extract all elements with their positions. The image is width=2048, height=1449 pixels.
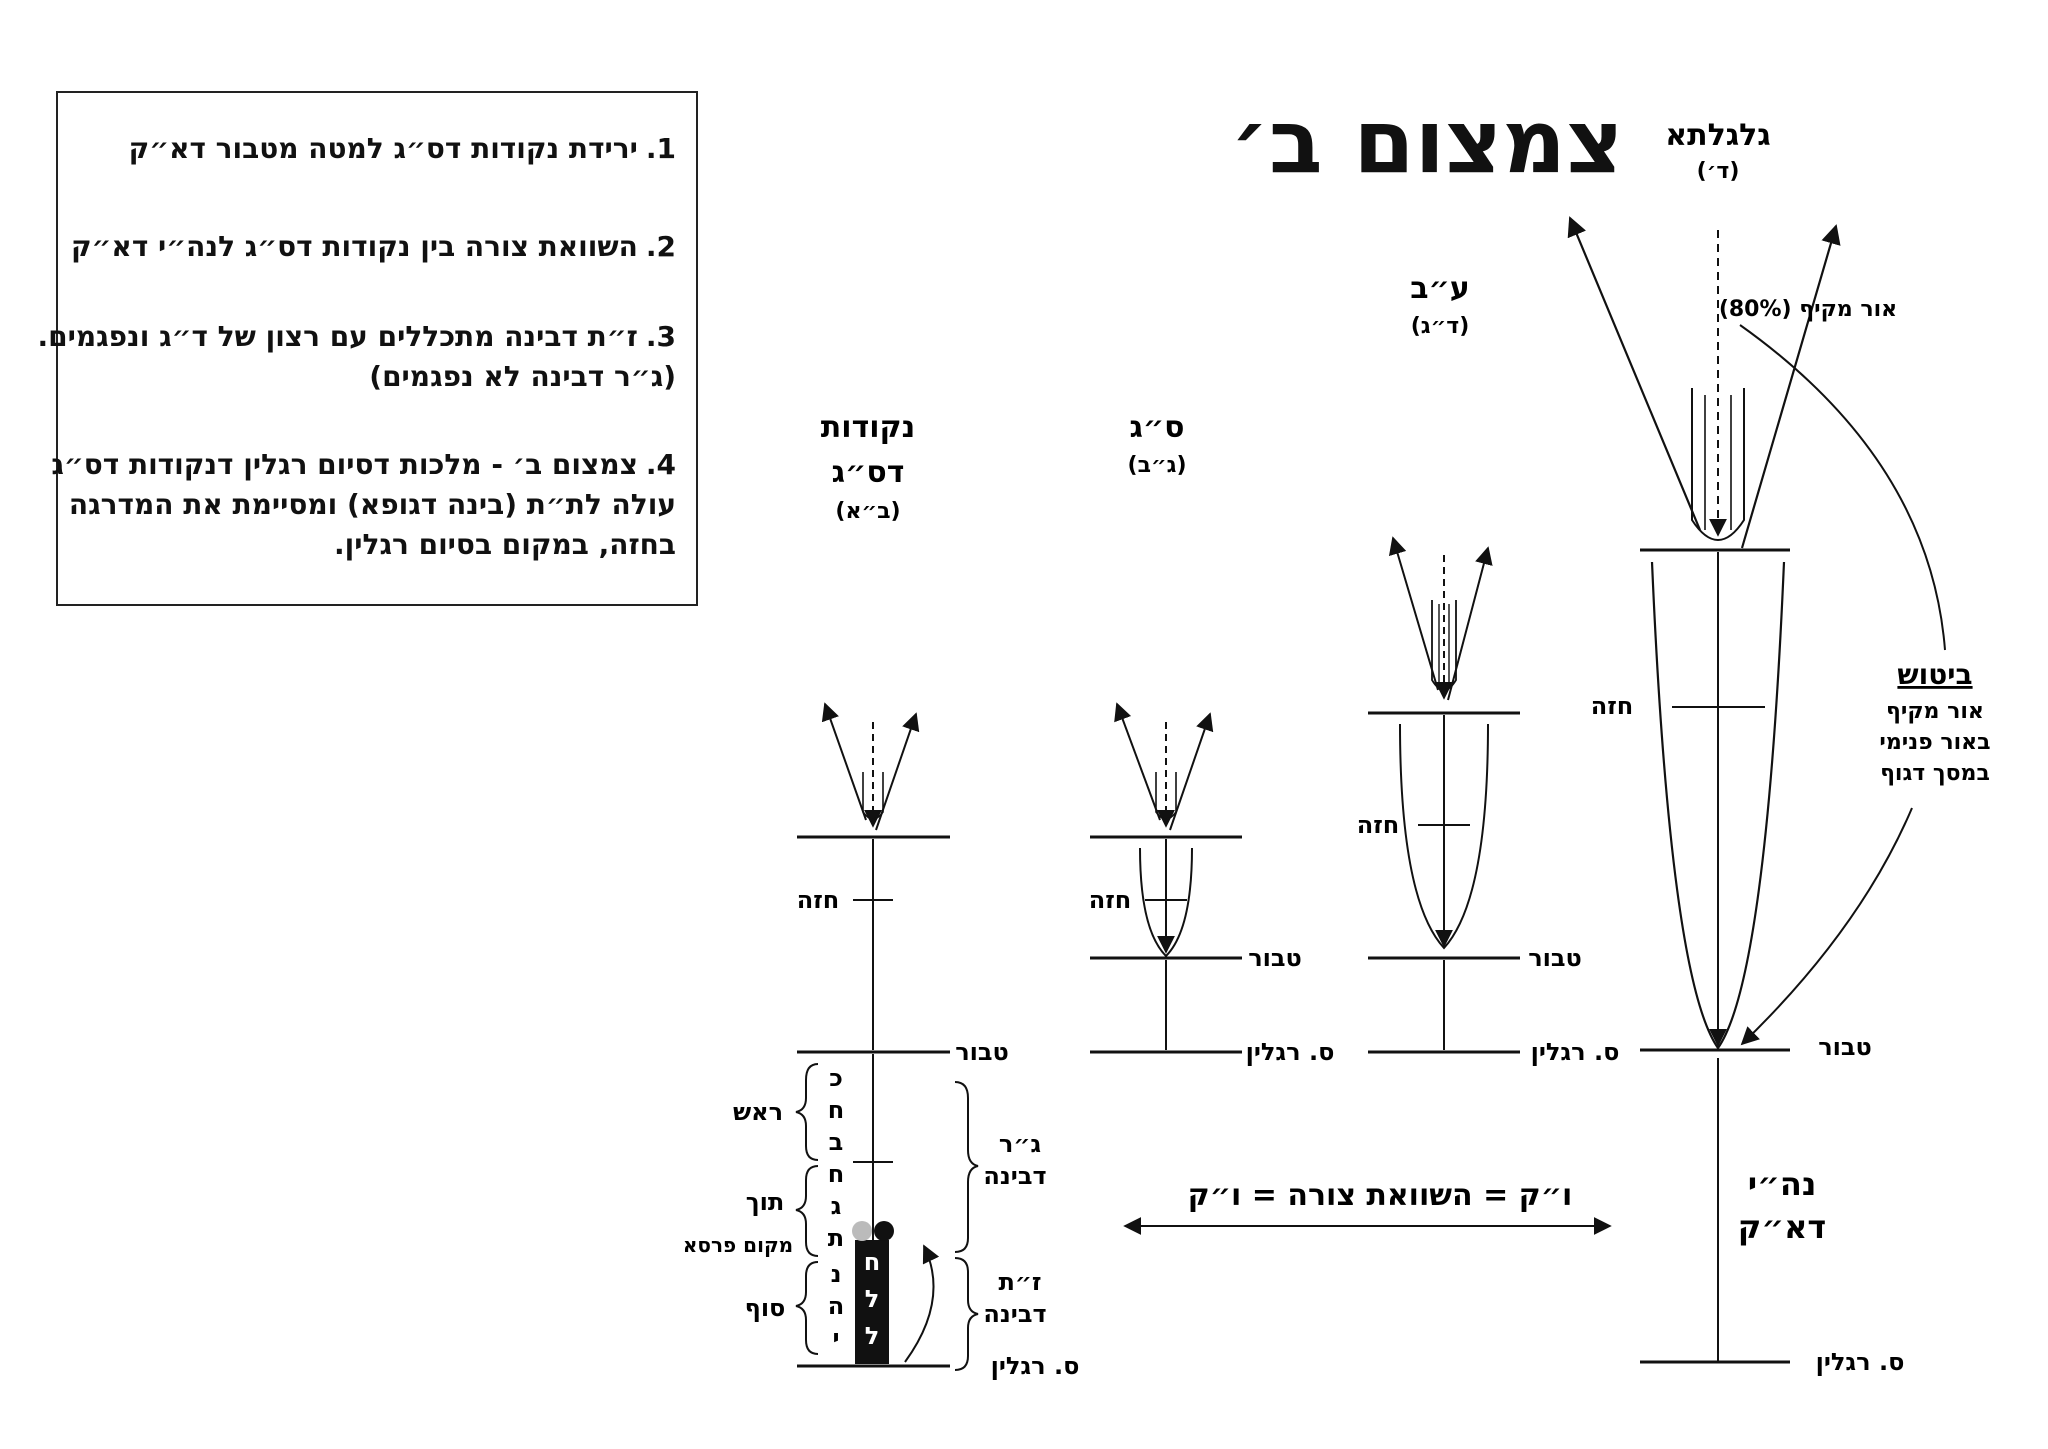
chalal-letter-1: ח — [863, 1248, 881, 1276]
nekudot-name-1: נקודות — [820, 410, 916, 445]
gar-label-1: ג״ר — [998, 1130, 1042, 1158]
notes-box — [37, 91, 698, 606]
note-4-cont-2 — [334, 525, 676, 565]
nekudot-column — [683, 410, 1080, 1380]
sag-chaze-label: חזה — [1088, 886, 1132, 914]
sag-sium-label: ס. רגלין — [1245, 1038, 1335, 1066]
bitush-curve-upper — [1740, 325, 1945, 650]
sag-or-makif-left-arrow — [1117, 704, 1160, 820]
equal-vak-label: ו״ק = השוואת צורה = ו״ק — [1187, 1178, 1573, 1213]
bitush-line-1: אור מקיף — [1886, 699, 1984, 724]
ab-column — [1357, 271, 1620, 1066]
ab-or-makif-right-ray — [1448, 548, 1488, 700]
sefira-letter: נ — [830, 1260, 842, 1288]
zat-label-2: דבינה — [983, 1300, 1047, 1328]
rosh-label: ראש — [732, 1098, 784, 1126]
bitush-line-3: במסך דגוף — [1880, 761, 1990, 786]
galgalta-sium-label: ס. רגלין — [1815, 1348, 1905, 1376]
nekudot-or-makif-left-arrow — [825, 704, 866, 820]
note-3-number: 3. — [645, 320, 676, 353]
sefira-letter: ב — [828, 1128, 844, 1156]
sefira-letter: ת — [827, 1224, 845, 1252]
galgalta-or-makif-right-ray — [1742, 226, 1836, 548]
note-3 — [37, 317, 676, 357]
note-4-cont-1 — [69, 485, 676, 525]
sof-label: סוף — [744, 1294, 786, 1322]
ab-tabur-label: טבור — [1528, 944, 1582, 972]
galgalta-tabur-label: טבור — [1818, 1033, 1872, 1061]
note-4-line-2: עולה לת״ת (בינה דגופא) ומסיימת את המדרגה — [68, 488, 676, 521]
galgalta-column — [1570, 118, 1991, 1376]
gar-label-2: דבינה — [983, 1162, 1047, 1190]
note-4-line-1: צמצום ב׳ - מלכות דסיום רגלין דנקודות דס״ג — [51, 448, 638, 481]
sefira-letter: י — [832, 1324, 840, 1352]
diagram-title: צמצום ב׳ — [1230, 90, 1624, 193]
sag-sub: (ג״ב) — [1127, 453, 1187, 478]
nekudot-tabur-label: טבור — [955, 1038, 1009, 1066]
galgalta-chaze-label: חזה — [1590, 692, 1634, 720]
sof-brace — [796, 1262, 818, 1354]
ab-sub: (ד״ג) — [1410, 314, 1470, 339]
sag-tabur-label: טבור — [1248, 944, 1302, 972]
galgalta-sub: (ד׳) — [1696, 159, 1740, 184]
galgalta-name: גלגלתא — [1665, 118, 1771, 153]
sag-column — [1089, 410, 1335, 1066]
sefira-letter: ח — [827, 1160, 845, 1188]
note-1-line-1: ירידת נקודות דס״ג למטה מטבור דא״ק — [128, 132, 638, 165]
equal-vak-group — [1125, 1178, 1610, 1226]
sag-name: ס״ג — [1129, 410, 1185, 445]
note-2-number: 2. — [645, 230, 676, 263]
bitush-line-2: באור פנימי — [1879, 730, 1991, 755]
note-4 — [51, 445, 676, 485]
bitush-title: ביטוש — [1897, 658, 1973, 691]
bitush-arrow-lower — [1742, 808, 1912, 1044]
makom-parsa-label: מקום פרסא — [682, 1233, 794, 1257]
ab-name: ע״ב — [1410, 271, 1470, 306]
chalal-letter-3: ל — [864, 1322, 880, 1350]
note-3-line-1: ז״ת דבינה מתכללים עם רצון של ד״ג ונפגמים. — [37, 320, 638, 353]
nhy-label-2: דא״ק — [1737, 1208, 1827, 1246]
nekudot-name-2: דס״ג — [831, 455, 905, 490]
nekudot-sium-label: ס. רגלין — [990, 1352, 1080, 1380]
note-2 — [71, 227, 676, 267]
zat-label-1: ז״ת — [998, 1268, 1042, 1296]
chalal-letter-2: ל — [864, 1285, 880, 1313]
ab-chaze-label: חזה — [1356, 811, 1400, 839]
sefira-letter: ה — [827, 1292, 845, 1320]
toch-label: תוך — [745, 1188, 785, 1216]
nhy-label-1: נה״י — [1747, 1165, 1817, 1203]
toch-brace — [796, 1166, 818, 1256]
note-1 — [129, 129, 676, 169]
ab-sium-label: ס. רגלין — [1530, 1038, 1620, 1066]
rising-malchut-arrow — [905, 1246, 934, 1362]
sefira-letter: ח — [827, 1096, 845, 1124]
note-2-line-1: השוואת צורה בין נקודות דס״ג לנה״י דא״ק — [70, 230, 638, 263]
galgalta-or-makif-left-arrow — [1570, 218, 1700, 530]
sefira-letter: ג — [830, 1192, 842, 1220]
gray-dot — [852, 1221, 872, 1241]
note-4-line-3: בחזה, במקום בסיום רגלין. — [334, 528, 676, 561]
sefira-letter: כ — [829, 1064, 843, 1092]
nekudot-sub: (ב״א) — [835, 499, 901, 524]
or-makif-80-label: אור מקיף (80%) — [1718, 297, 1898, 322]
zat-brace — [955, 1258, 978, 1370]
note-4-number: 4. — [645, 448, 676, 481]
note-3-line-2: (ג״ר דבינה לא נפגמים) — [369, 360, 676, 393]
rosh-brace — [796, 1064, 818, 1160]
nekudot-chaze-label: חזה — [796, 886, 840, 914]
gar-brace — [955, 1082, 978, 1252]
note-1-number: 1. — [645, 132, 676, 165]
black-dot — [874, 1221, 894, 1241]
note-3-cont — [369, 357, 676, 397]
